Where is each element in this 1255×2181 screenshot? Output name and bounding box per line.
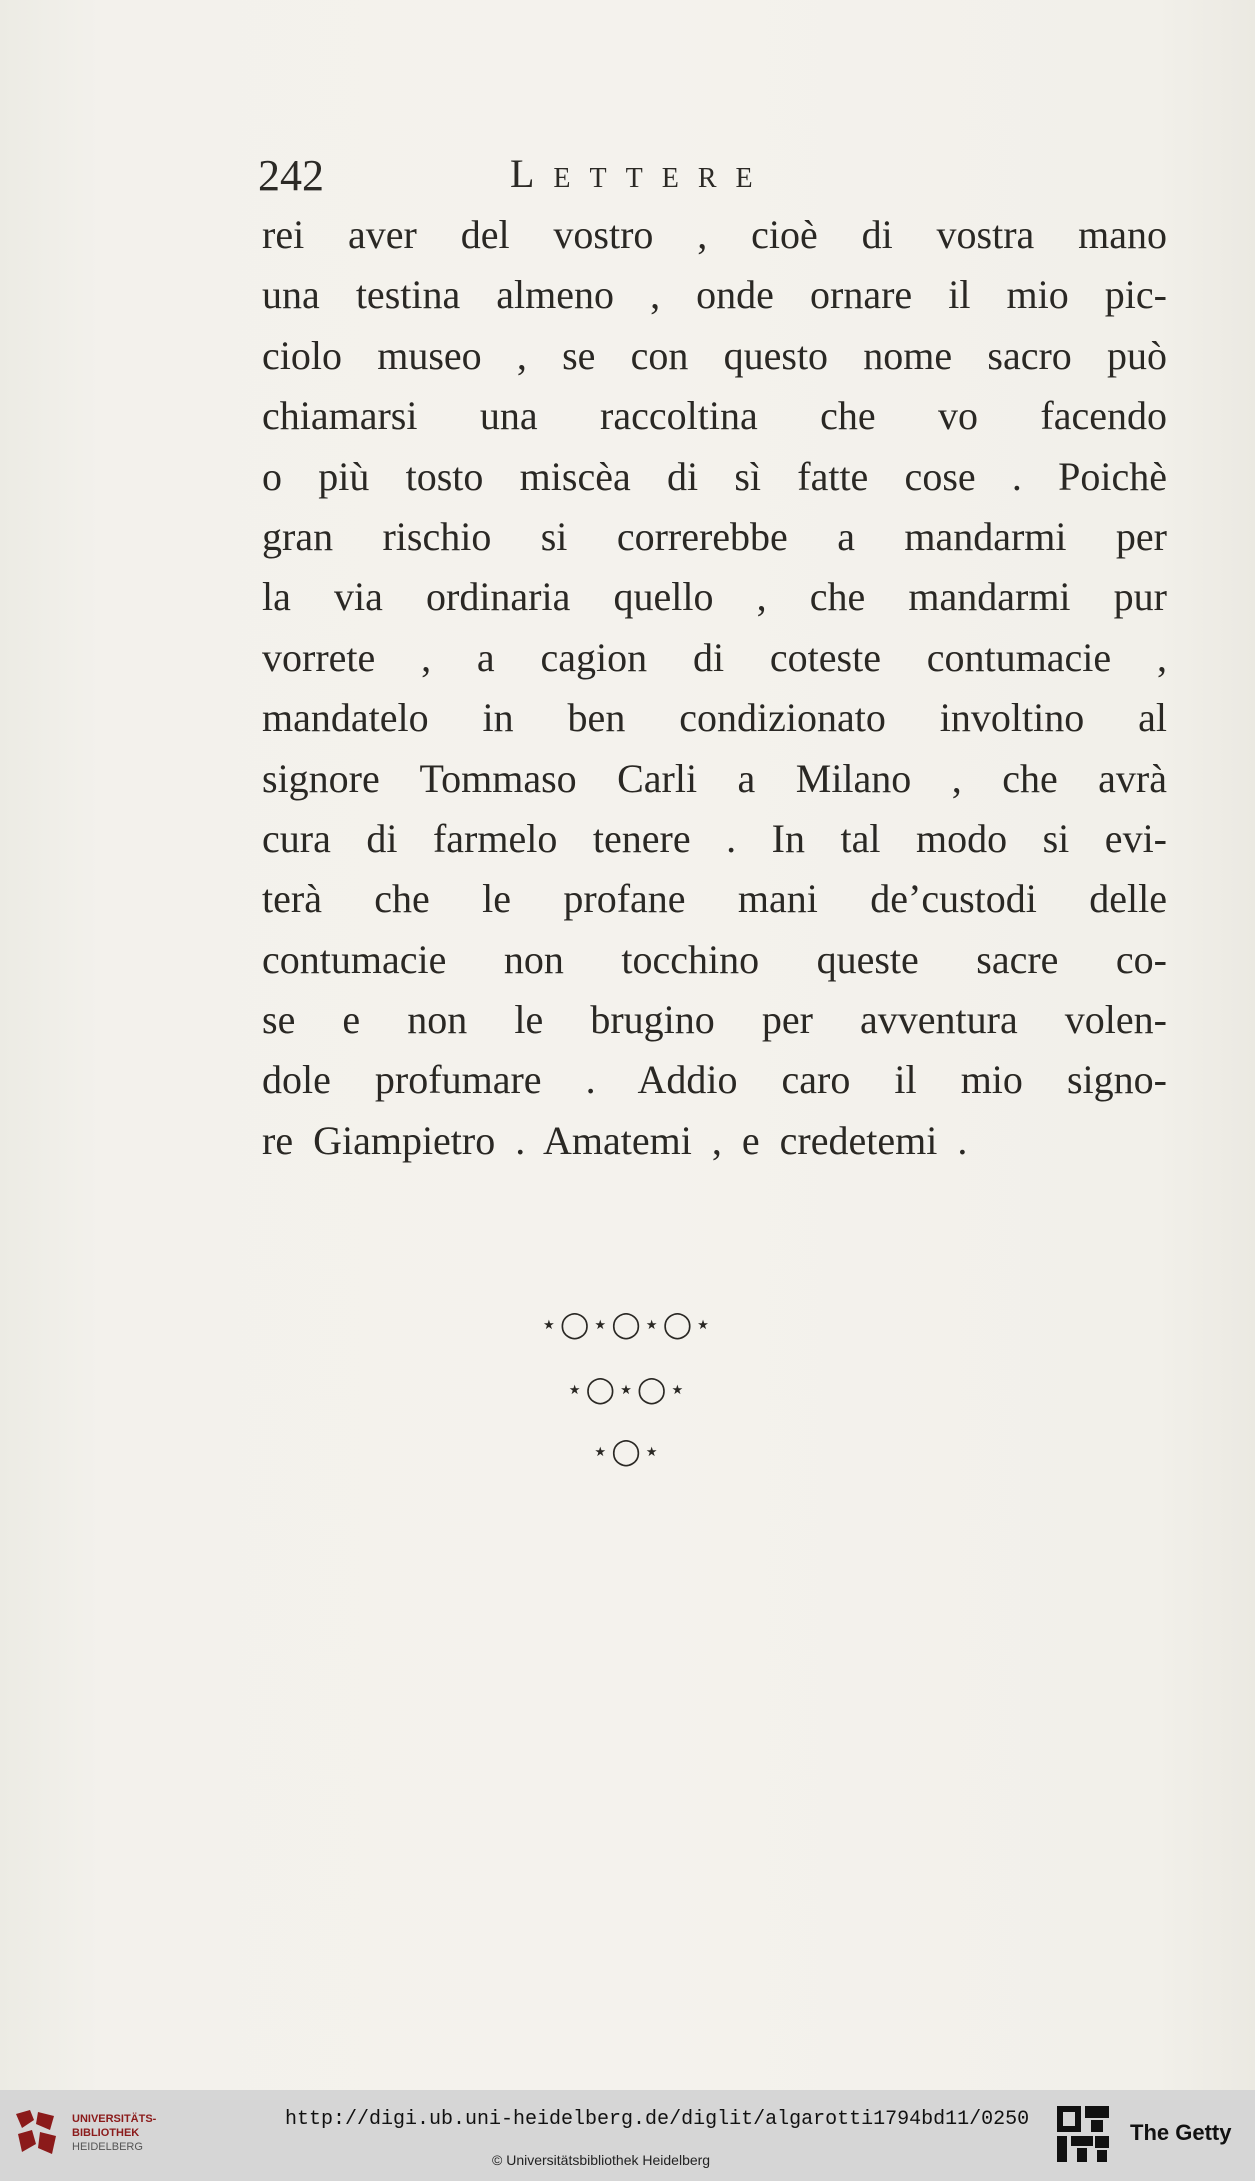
permalink-url[interactable]: http://digi.ub.uni-heidelberg.de/diglit/algarotti1794bd11/0250 [285,2108,1030,2131]
running-head: Lettere [510,151,772,196]
getty-logo-icon [1055,2104,1113,2166]
text-line: signore Tommaso Carli a Milano , che avrà [262,755,1167,801]
text-line: una testina almeno , onde ornare il mio pic- [262,272,1167,318]
text-line: ciolo museo , se con questo nome sacro può [262,332,1167,378]
letter-text [262,205,1167,1171]
text-line: gran rischio si correrebbe a mandarmi per [262,513,1167,559]
getty-label: The Getty [1130,2120,1232,2145]
text-line: re Giampietro . Amatemi , e credetemi . [262,1117,968,1163]
ornament-row-2: ⋆◯⋆◯⋆ [566,1375,689,1405]
footer-bar [0,2090,1255,2181]
text-line: se e non le brugino per avventura volen- [262,997,1167,1043]
text-line: rei aver del vostro , cioè di vostra mano [262,212,1167,257]
library-name [72,2112,156,2154]
text-line: mandatelo in ben condizionato involtino al [262,695,1167,741]
ornament-row-3: ⋆◯⋆ [592,1437,663,1467]
page-number: 242 [258,151,324,200]
text-line: o più tosto miscèa di sì fatte cose . Poichè [262,453,1167,499]
text-line: cura di farmelo tenere . In tal modo si evi- [262,815,1167,861]
library-name-line: UNIVERSITÄTS- [72,2113,157,2125]
text-line: dole profumare . Addio caro il mio signo- [262,1057,1167,1103]
text-line: la via ordinaria quello , che mandarmi pur [262,574,1167,620]
copyright-notice: © Universitätsbibliothek Heidelberg [492,2152,711,2168]
university-library-logo-icon [12,2108,60,2160]
text-line: terà che le profane mani de’custodi delle [262,876,1167,922]
text-line: contumacie non tocchino queste sacre co- [262,936,1167,982]
library-name-line: HEIDELBERG [72,2141,143,2153]
page-header [258,150,1158,210]
ornament-row-1: ⋆◯⋆◯⋆◯⋆ [540,1310,715,1340]
text-line: chiamarsi una raccoltina che vo facendo [262,393,1167,439]
library-name-line: BIBLIOTHEK [72,2127,140,2139]
text-line: vorrete , a cagion di coteste contumacie , [262,634,1167,680]
